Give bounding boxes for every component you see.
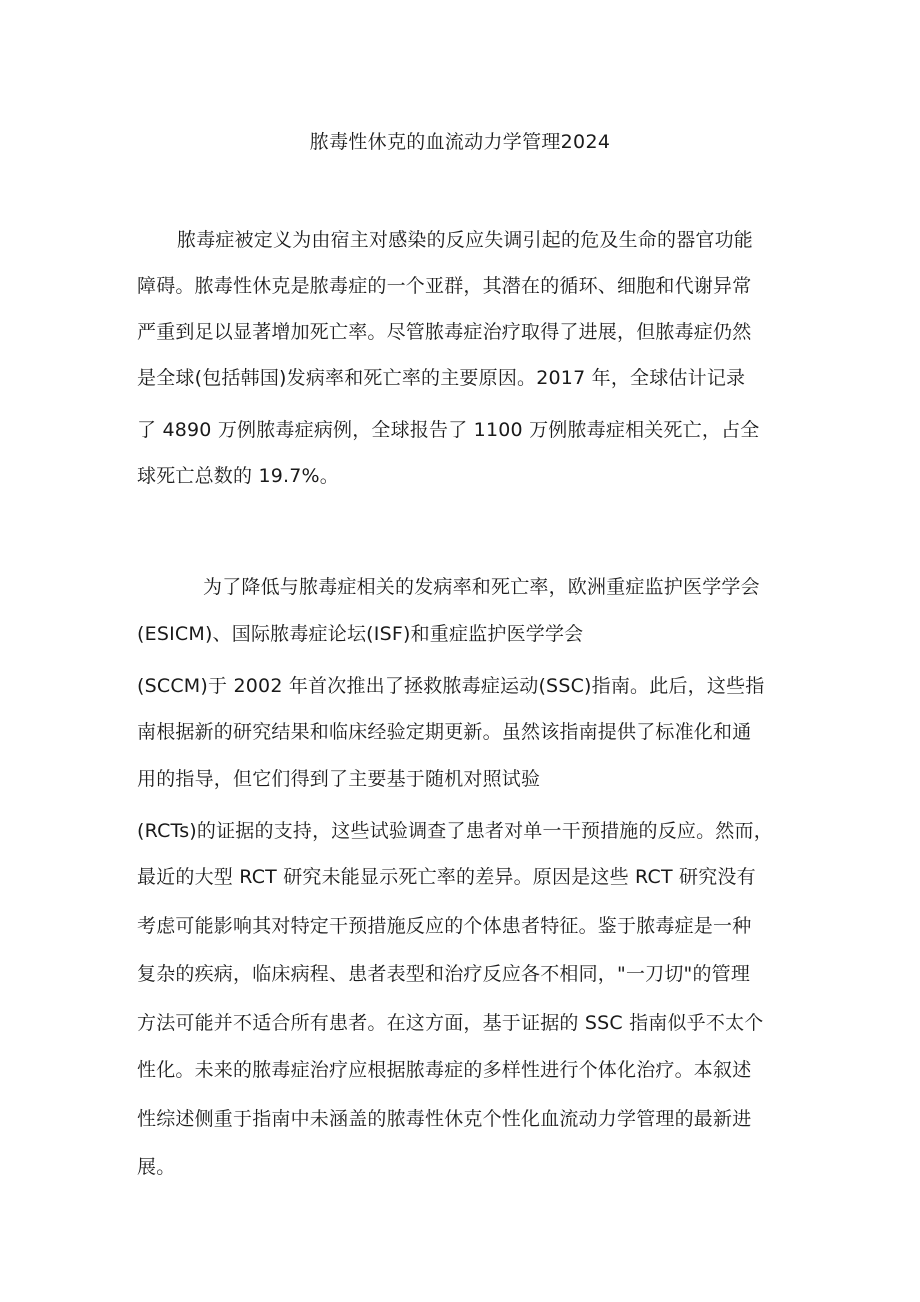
paragraph-line: 是全球(包括韩国)发病率和死亡率的主要原因。2017 年，全球估计记录: [137, 367, 746, 389]
paragraph-line: 用的指导，但它们得到了主要基于随机对照试验: [137, 768, 541, 790]
paragraph-line: 严重到足以显著增加死亡率。尽管脓毒症治疗取得了进展，但脓毒症仍然: [137, 321, 752, 343]
paragraph-line: 方法可能并不适合所有患者。在这方面，基于证据的 SSC 指南似乎不太个: [137, 1012, 764, 1034]
paragraph-line: 脓毒症被定义为由宿主对感染的反应失调引起的危及生命的器官功能: [177, 229, 754, 251]
paragraph-line: 性综述侧重于指南中未涵盖的脓毒性休克个性化血流动力学管理的最新进: [137, 1108, 752, 1130]
paragraph-line: (ESICM)、国际脓毒症论坛(ISF)和重症监护医学学会: [137, 623, 584, 645]
paragraph-line: 了 4890 万例脓毒症病例，全球报告了 1100 万例脓毒症相关死亡，占全: [137, 419, 760, 441]
paragraph-line: (RCTs)的证据的支持，这些试验调查了患者对单一干预措施的反应。然而，: [137, 820, 773, 842]
paragraph-line: 南根据新的研究结果和临床经验定期更新。虽然该指南提供了标准化和通: [137, 721, 752, 743]
paragraph-line: 考虑可能影响其对特定干预措施反应的个体患者特征。鉴于脓毒症是一种: [137, 915, 752, 937]
paragraph-line: 障碍。脓毒性休克是脓毒症的一个亚群，其潜在的循环、细胞和代谢异常: [137, 275, 752, 297]
paragraph-line: 展。: [137, 1156, 176, 1178]
paragraph-line: 最近的大型 RCT 研究未能显示死亡率的差异。原因是这些 RCT 研究没有: [137, 866, 756, 888]
paragraph-line: 为了降低与脓毒症相关的发病率和死亡率，欧洲重症监护医学学会: [203, 576, 760, 598]
document-title: 脓毒性休克的血流动力学管理2024: [309, 131, 611, 153]
paragraph-line: 性化。未来的脓毒症治疗应根据脓毒症的多样性进行个体化治疗。本叙述: [137, 1059, 752, 1081]
paragraph-line: 球死亡总数的 19.7%。: [137, 465, 339, 487]
paragraph-line: (SCCM)于 2002 年首次推出了拯救脓毒症运动(SSC)指南。此后，这些指: [137, 675, 765, 697]
paragraph-line: 复杂的疾病，临床病程、患者表型和治疗反应各不相同，"一刀切"的管理: [137, 963, 751, 985]
